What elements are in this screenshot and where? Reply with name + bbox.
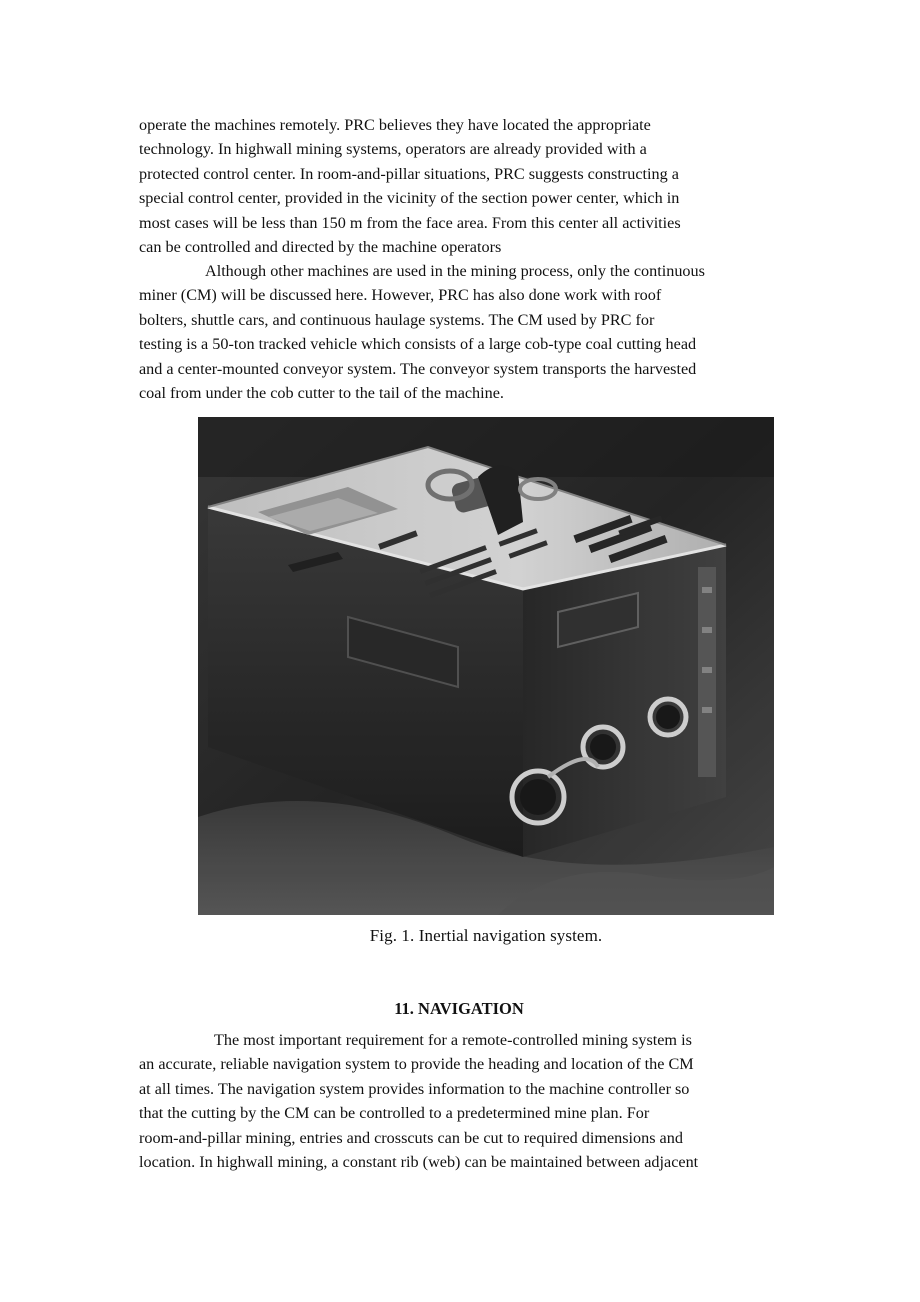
text-line: operate the machines remotely. PRC believes they have located the appropriate <box>139 116 651 134</box>
figure-caption: Fig. 1. Inertial navigation system. <box>369 926 603 945</box>
text-line: testing is a 50-ton tracked vehicle which consists of a large cob-type coal cutting head <box>139 335 697 354</box>
text-line: at all times. The navigation system provides information to the machine controller so <box>139 1079 690 1098</box>
inertial-navigation-photo <box>198 417 774 915</box>
text-line: technology. In highwall mining systems, operators are already provided with a <box>139 140 647 159</box>
text-line: bolters, shuttle cars, and continuous haulage systems. The CM used by PRC for <box>139 310 655 329</box>
section-heading: 11. NAVIGATION <box>394 999 524 1018</box>
paragraph-navigation <box>139 1028 779 1174</box>
text-line: coal from under the cob cutter to the tail of the machine. <box>139 384 504 403</box>
text-line: The most important requirement for a remote-controlled mining system is <box>214 1031 692 1049</box>
text-line: that the cutting by the CM can be controlled to a predetermined mine plan. For <box>139 1104 650 1123</box>
text-line: and a center-mounted conveyor system. The conveyor system transports the harvested <box>139 359 697 378</box>
text-line: location. In highwall mining, a constant rib (web) can be maintained between adjacent <box>139 1153 699 1172</box>
text-line: special control center, provided in the vicinity of the section power center, which in <box>139 189 680 208</box>
paragraph-continuous-miner <box>139 259 779 405</box>
text-line: Although other machines are used in the mining process, only the continuous <box>205 262 705 280</box>
text-line: most cases will be less than 150 m from the face area. From this center all activities <box>139 213 681 232</box>
text-line: room-and-pillar mining, entries and crosscuts can be cut to required dimensions and <box>139 1128 683 1147</box>
paragraph-remote-operation <box>139 113 779 259</box>
text-line: an accurate, reliable navigation system to provide the heading and location of the CM <box>139 1055 694 1074</box>
text-line: miner (CM) will be discussed here. However, PRC has also done work with roof <box>139 286 662 305</box>
text-line: can be controlled and directed by the machine operators <box>139 238 502 257</box>
text-line: protected control center. In room-and-pillar situations, PRC suggests constructing a <box>139 164 679 183</box>
